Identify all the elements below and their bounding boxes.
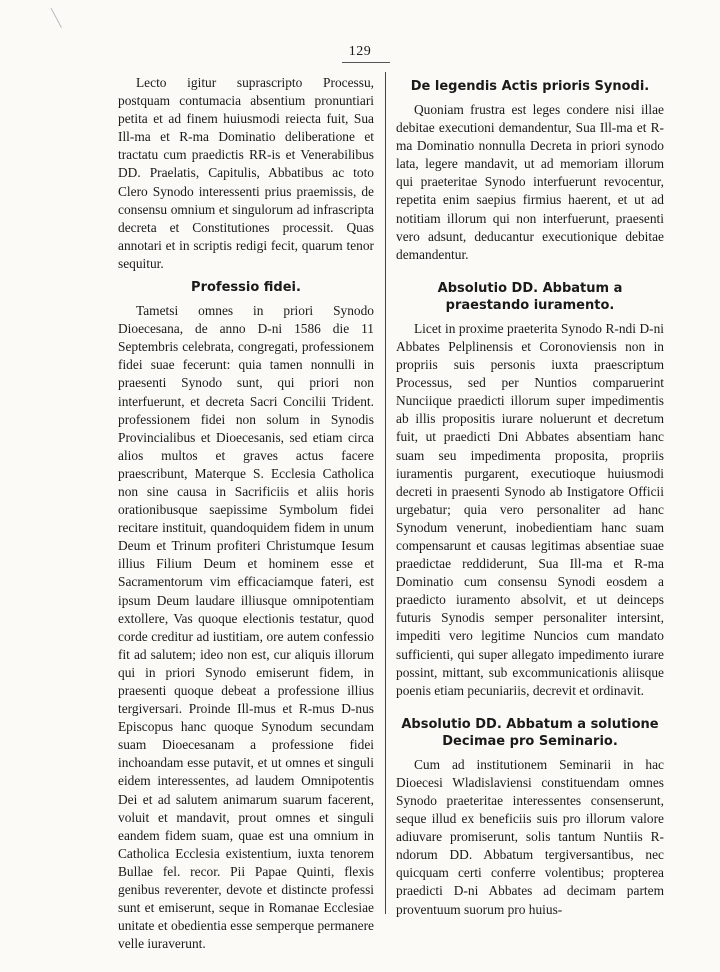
de-legendis-paragraph: Quoniam frustra est leges condere nisi illae debitae executioni demandentur, Sua Ill-ma et R-ma Dominatio nonnulla Decreta in priori synodo lata, legere mandavit, ut ad memoriam illorum qui praeteritae Synodo interfuerunt revocentur, repetita enim saepius firmius haerent, et ut ad notitiam illorum qui non interfuerunt, praesenti vero adsunt, deducantur executionique debitae demandentur.: [396, 102, 664, 262]
page-number: 129: [348, 44, 372, 59]
professio-fidei-paragraph: Tametsi omnes in priori Synodo Dioecesana, de anno D-ni 1586 die 11 Septembris celebrata, congregati, professionem fidei suae fecerunt: quia tamen nonnulli in praesenti Synodo sunt, qui priori non interfuerunt, et decreta Sacri Concilii Trident. professionem fidei non solum in Synodis Provincialibus et Dioecesanis, sed etiam circa alios multos et graves actus facere praescribunt, Materque S. Ecclesia Catholica non sine causa in Sacrificiis et aliis horis orationibusque saepissime Symbolum fidei recitare instituit, quandoquidem fidem in unum Deum et Trinum profiteri Christumque Iesum illius Filium Deum et hominem esse et Sacramentorum vim efficaciamque fateri, est ipsum Deum laudare illiusque omnipotentiam extollere, Vas quoque electionis testatur, quod corde creditur ad iustitiam, ore autem confessio fit ad salutem; ideo non est, cur aliquis illorum qui in priori Synodo emiserunt fidem, in praesenti quoque debeat a professione illius tergiversari. Proinde Ill-mus et R-mus D-nus Episcopus hanc quoque Synodum secundam suam Dioecesanam a professione fidei inchoandam esse putavit, et ut omnes et singuli eidem interessentes, ad laudem Omnipotentis Dei et ad salutem animarum suarum facerent, voluit et mandavit, prout omnes et singuli eandem fidem suam, quae est una omnium in Catholica Ecclesia existentium, iuxta tenorem Bullae fel. recor. Pii Papae Quinti, flexis genibus reverenter, devote et distincte professi sunt et emiserunt, seque in Romanae Ecclesiae unitate et obedientia esse semperque permanere velle iuraverunt.: [118, 303, 374, 952]
column-divider: [385, 72, 386, 914]
right-column: [396, 74, 664, 919]
left-column: [118, 74, 374, 953]
intro-paragraph: Lecto igitur suprascripto Processu, postquam contumacia absentium pronuntiari petita et ad finem huiusmodi reiecta fuit, Sua Ill-ma et R-ma Dominatio deliberatione et tractatu cum praedictis RR-is et Venerabilibus DD. Praelatis, Capitulis, Abbatibus ac toto Clero Synodo interessenti prius praemissis, de consensu omnium et singulorum ad infrascripta decreta et Constitutiones processit. Quas annotari et in scriptis redigi fecit, quarum tenor sequitur.: [118, 75, 374, 271]
margin-pencil-mark: [51, 2, 73, 28]
absolutio-decimae-paragraph: Cum ad institutionem Seminarii in hac Dioecesi Wladislaviensi constituendam omnes Synodo praeteritae interessentes consenserunt, seque illud ex beneficiis suis pro illorum valore adiuvare promiserunt, solis tantum Nuntiis R-ndorum DD. Abbatum tergiversantibus, nec quicquam certi conferre volentibus; propterea praedicti D-ni Abbates ad decimam partem proventuum suorum pro huius-: [396, 756, 664, 917]
absolutio-iuramento-paragraph: Licet in proxime praeterita Synodo R-ndi D-ni Abbates Pelplinensis et Coronoviensis non in propriis suis personis iuxta praescriptum Processus, sed per Nuntios comparuerint Nunciique praedicti illorum super impedimentis ab illis propositis iurare noluerunt et decretum fuit, ut praedicti Dni Abbates absentiam hanc suam seu impedimenta proposita, propriis iuramentis purgarent, executioque huiusmodi decreti in praesenti Synodo ab Instigatore Officii urgebatur; quia vero personaliter ad hanc Synodum venerunt, inobedientiam hanc suam compensarunt et causas legitimas absentiae suae praedictae reddiderunt, Sua Ill-ma et R-ma Dominatio cum consensu Synodi eosdem a praedicto iuramento absolvit, et ut deinceps futuris Synodis semper personaliter intersint, impediti vero legitime Nuncios cum mandato sufficienti, qui super allegato impedimento iurare possint, mittant, sub excommunicationis aliisque poenis etiam pecuniariis, decrevit et ordinavit.: [396, 320, 664, 698]
section-heading-absolutio-decimae: Absolutio DD. Abbatum a solutione Decimae pro Seminario.: [401, 716, 659, 749]
section-heading-de-legendis: De legendis Actis prioris Synodi.: [410, 79, 650, 94]
page-number-underline: [342, 62, 390, 65]
section-heading-absolutio-iuramento: Absolutio DD. Abbatum a praestando iuramento.: [437, 280, 623, 313]
section-heading-professio-fidei: Professio fidei.: [191, 280, 301, 296]
